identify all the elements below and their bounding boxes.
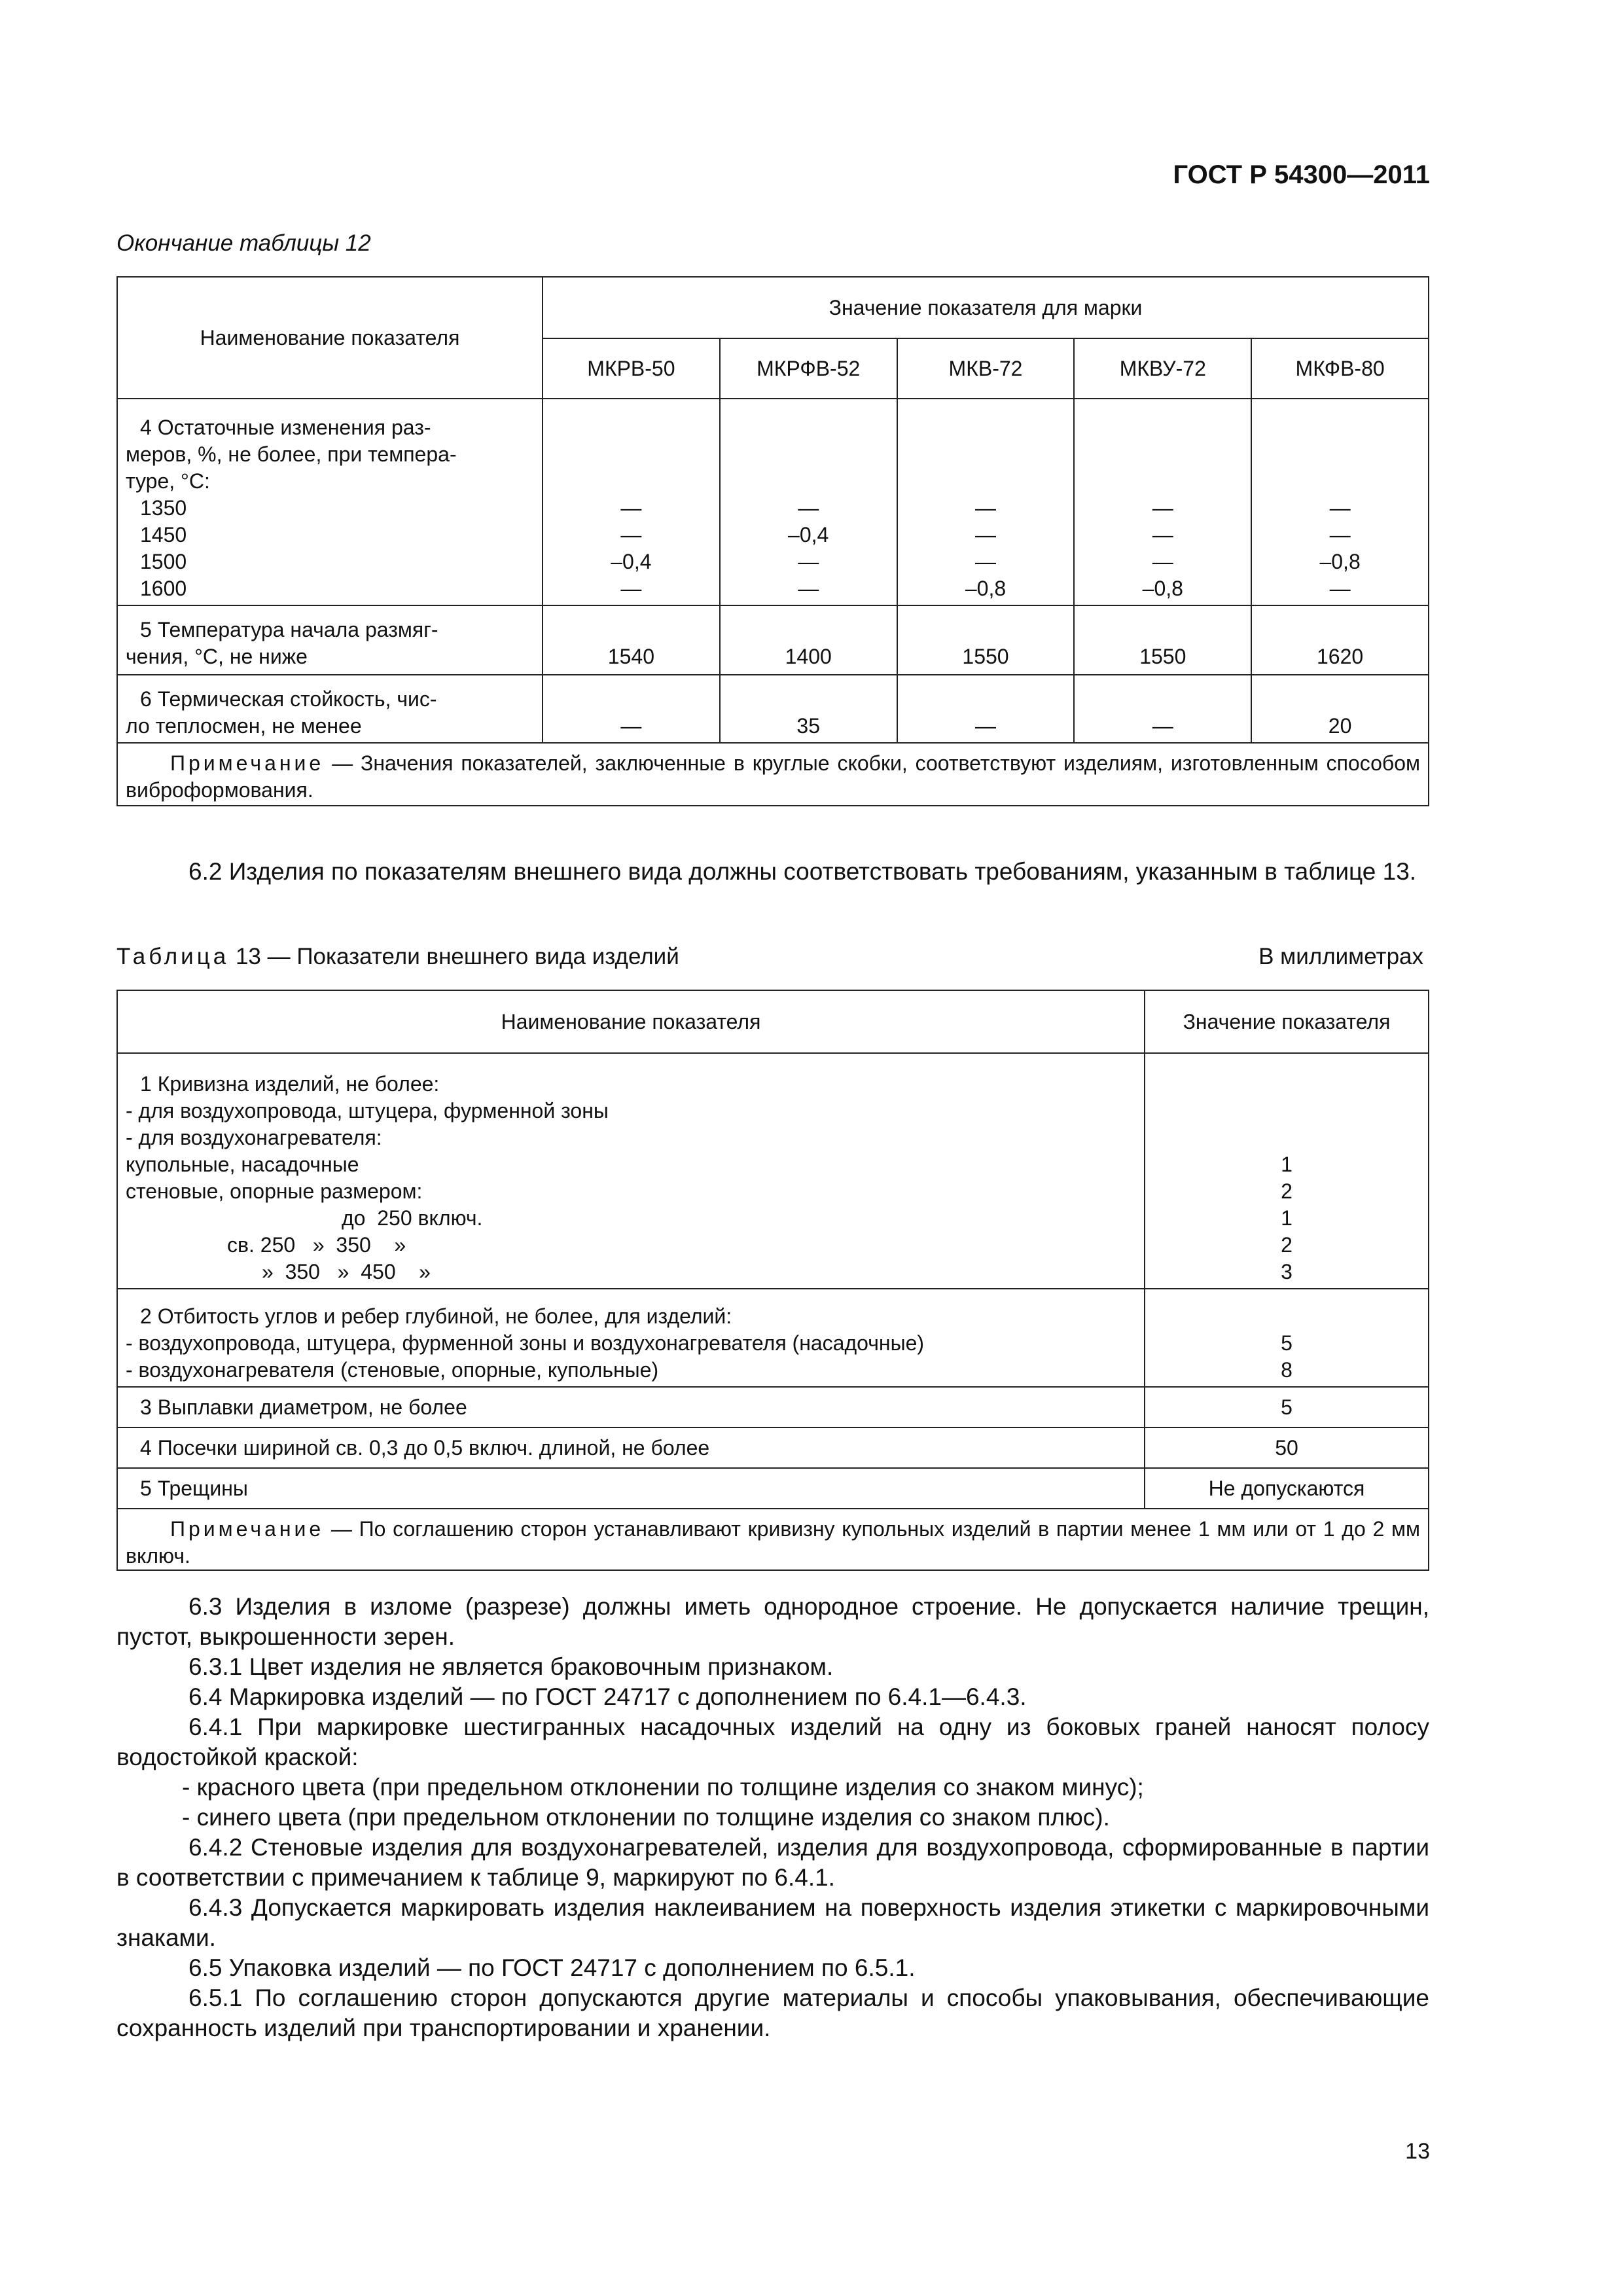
- note-text: — Значения показателей, заключенные в круглые скобки, соответствуют изделиям, изготовленным способом виброформования.: [126, 751, 1420, 802]
- paragraph: 6.4.1 При маркировке шестигранных насадочных изделий на одну из боковых граней наносят полосу водостойкой краской:: [116, 1713, 1429, 1770]
- document-code: ГОСТ Р 54300—2011: [1173, 160, 1430, 189]
- paragraph: 6.4 Маркировка изделий — по ГОСТ 24717 с дополнением по 6.4.1—6.4.3.: [188, 1683, 1027, 1710]
- t12-header-group: Значение показателя для марки: [543, 277, 1429, 338]
- t12-brand-header: МКРВ-50: [543, 338, 720, 399]
- t12-cell: —: [1074, 675, 1251, 743]
- paragraph: 6.5 Упаковка изделий — по ГОСТ 24717 с дополнением по 6.5.1.: [188, 1954, 916, 1981]
- t12-brand-header: МКРФВ-52: [720, 338, 897, 399]
- paragraph: 6.4.3 Допускается маркировать изделия наклеиванием на поверхность изделия этикетки с маркировочными знаками.: [116, 1894, 1429, 1951]
- list-item: - красного цвета (при предельном отклонении по толщине изделия со знаком минус);: [182, 1774, 1144, 1801]
- t13-row-curvature: [117, 1053, 1429, 1289]
- t12-cell: 1400: [720, 605, 897, 675]
- t12-row4-values: — — –0,8 —: [1251, 399, 1429, 605]
- t13-row4-value: 50: [1145, 1427, 1429, 1468]
- t12-row4-values: — — — –0,8: [1074, 399, 1251, 605]
- note-label: Примечание: [170, 1517, 325, 1541]
- t13-row-cracks: [117, 1468, 1429, 1509]
- table-continuation-caption: Окончание таблицы 12: [116, 230, 371, 256]
- table-13-caption: Таблица 13 — Показатели внешнего вида изделий: [116, 944, 679, 969]
- t13-row2-name: 2 Отбитость углов и ребер глубиной, не более, для изделий: - воздухопровода, штуцера, фурменной зоны и воздухонагревателя (насадочные) - воздухонагревателя (стеновые, опорные, купольные): [117, 1289, 1145, 1387]
- t12-row-softening-temp: [117, 605, 1429, 675]
- t12-row4-values: — –0,4 — —: [720, 399, 897, 605]
- t12-note-row: [117, 743, 1429, 806]
- t12-row-thermal-resistance: [117, 675, 1429, 743]
- t12-brand-header: МКВ-72: [897, 338, 1075, 399]
- t12-cell: —: [897, 675, 1075, 743]
- t12-cell: —: [543, 675, 720, 743]
- t12-row6-name: 6 Термическая стойкость, чис- ло теплосмен, не менее: [117, 675, 543, 743]
- t12-row-residual-changes: [117, 399, 1429, 605]
- t13-row2-values: 5 8: [1145, 1289, 1429, 1387]
- t13-row3-name: 3 Выплавки диаметром, не более: [117, 1387, 1145, 1427]
- paragraph: 6.3.1 Цвет изделия не является браковочным признаком.: [188, 1653, 834, 1680]
- t12-cell: 20: [1251, 675, 1429, 743]
- t13-row-chipping: [117, 1289, 1429, 1387]
- t12-cell: 1620: [1251, 605, 1429, 675]
- note-text: — По соглашению сторон устанавливают кривизну купольных изделий в партии менее 1 мм или от 1 до 2 мм включ.: [126, 1517, 1420, 1568]
- paragraph: 6.3 Изделия в изломе (разрезе) должны иметь однородное строение. Не допускается наличие трещин, пустот, выкрошенности зерен.: [116, 1593, 1429, 1650]
- t13-row3-value: 5: [1145, 1387, 1429, 1427]
- t12-row4-name: 4 Остаточные изменения раз- меров, %, не более, при темпера- туре, °С: 1350 1450 1500 1600: [117, 399, 543, 605]
- t13-row-meltings: [117, 1387, 1429, 1427]
- t12-row4-values: — — –0,4 —: [543, 399, 720, 605]
- t13-note-row: [117, 1509, 1429, 1570]
- table-13: [116, 990, 1429, 1568]
- paragraph: 6.4.2 Стеновые изделия для воздухонагревателей, изделия для воздухопровода, сформированные в партии в соответствии с примечанием к таблице 9, маркируют по 6.4.1.: [116, 1834, 1429, 1891]
- t12-row5-name: 5 Температура начала размяг- чения, °С, не ниже: [117, 605, 543, 675]
- t12-cell: 1540: [543, 605, 720, 675]
- body-text: [116, 1592, 1429, 2043]
- t13-header-name: Наименование показателя: [117, 990, 1145, 1053]
- t13-row5-name: 5 Трещины: [117, 1468, 1145, 1509]
- t12-note: [117, 743, 1429, 806]
- table-13-units: В миллиметрах: [1258, 944, 1423, 969]
- t12-header-name: Наименование показателя: [117, 277, 543, 399]
- t13-row-nicks: [117, 1427, 1429, 1468]
- table-12: [116, 276, 1429, 806]
- list-item: - синего цвета (при предельном отклонении по толщине изделия со знаком плюс).: [182, 1804, 1110, 1831]
- paragraph-6-2: 6.2 Изделия по показателям внешнего вида должны соответствовать требованиям, указанным в таблице 13.: [188, 858, 1417, 885]
- t12-cell: 1550: [897, 605, 1075, 675]
- t12-brand-header: МКВУ-72: [1074, 338, 1251, 399]
- t12-cell: 1550: [1074, 605, 1251, 675]
- t12-cell: 35: [720, 675, 897, 743]
- t13-row1-name: 1 Кривизна изделий, не более: - для воздухопровода, штуцера, фурменной зоны - для воздухонагревателя: купольные, насадочные стеновые, опорные размером: до 250 включ. св. 250 » 350 » » 350 » 450 »: [117, 1053, 1145, 1289]
- note-label: Примечание: [170, 751, 325, 775]
- t12-row4-values: — — — –0,8: [897, 399, 1075, 605]
- t13-note: [117, 1509, 1429, 1570]
- t13-row1-values: 1 2 1 2 3: [1145, 1053, 1429, 1289]
- t13-row4-name: 4 Посечки шириной св. 0,3 до 0,5 включ. длиной, не более: [117, 1427, 1145, 1468]
- t12-brand-header: МКФВ-80: [1251, 338, 1429, 399]
- page-number: 13: [1405, 2139, 1430, 2164]
- t13-row5-value: Не допускаются: [1145, 1468, 1429, 1509]
- t13-header-value: Значение показателя: [1145, 990, 1429, 1053]
- paragraph: 6.5.1 По соглашению сторон допускаются другие материалы и способы упаковывания, обеспечивающие сохранность изделий при транспортировании и хранении.: [116, 1984, 1429, 2041]
